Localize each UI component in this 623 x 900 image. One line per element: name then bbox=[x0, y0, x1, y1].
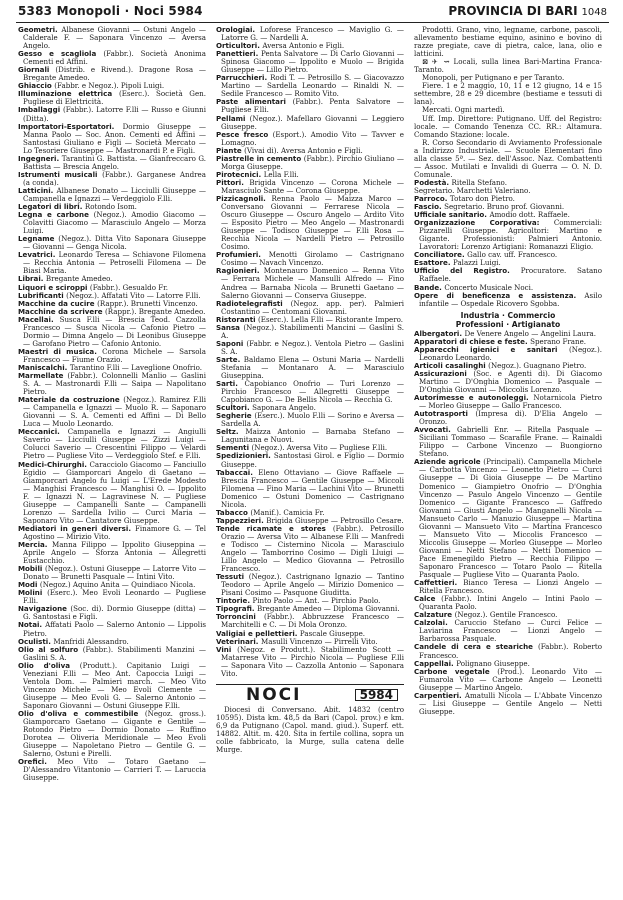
entry-names: Rodi T. — Petrosillo S. — Giacovazzo Martino — Sardella Leonardo — Rinaldi N. — Sedile Francesco — Romito Vito. bbox=[221, 73, 404, 99]
entry-names: Penta Salvatore — Di Carlo Giovanni — Spinosa Giacomo — Ippolito e Muolo — Brigida Giuseppe — Lillo Pietro. bbox=[221, 49, 404, 75]
directory-entry bbox=[18, 155, 206, 171]
entry-names: (Negoz.). Affatati Vito — Latorre F.lli. bbox=[66, 290, 201, 300]
entry-category: Articoli casalinghi bbox=[414, 360, 489, 370]
section-heading-line: Professioni · Artigianato bbox=[455, 319, 561, 329]
entry-names: Albanese Donato — Licciulli Giuseppe — Campanella e Ignazzi — Verdeggiolo F.lli. bbox=[23, 185, 206, 203]
entry-category: Tessuti bbox=[216, 572, 249, 582]
directory-entry bbox=[18, 565, 206, 581]
noci-offices: Uff. Imp. Direttore: Putignano. Uff. del Registro: locale. — Comando Tenenza CC. RR.: Altamura. Comando Stazione: locale. bbox=[414, 113, 602, 139]
directory-entry bbox=[216, 26, 404, 42]
entry-names: Bregante Amedeo. bbox=[45, 274, 113, 284]
entry-names: Affatati Paolo — Salerno Antonio — Lippolis Pietro. bbox=[23, 620, 206, 638]
entry-names: Bregante Amedeo — Diploma Giovanni. bbox=[257, 604, 400, 614]
entry-names: (Fabbr. e Negoz.). Pipoli Luigi. bbox=[54, 81, 165, 91]
noci-name: NOCI bbox=[246, 684, 302, 705]
directory-entry bbox=[18, 428, 206, 460]
directory-entry bbox=[18, 646, 206, 662]
entry-names: (Fabbr.). Garganese Andrea (a conda). bbox=[23, 169, 206, 187]
entry-names: Tarantini G. Battista. — Gianfreccaro G. Battista — Brescia Angelo. bbox=[23, 153, 206, 171]
entry-category: Aziende agricole bbox=[414, 457, 484, 467]
entry-category: Legna e carbone bbox=[18, 210, 94, 220]
directory-entry bbox=[18, 662, 206, 710]
entry-names: (Fabbr.). Gesualdo Fr. bbox=[89, 282, 169, 292]
province-title: PROVINCIA DI BARI bbox=[448, 4, 578, 18]
entry-names: (Manif.). Camicia Fr. bbox=[250, 507, 325, 517]
page-header-right bbox=[448, 4, 607, 18]
entry-category: Piastrelle in cemento bbox=[216, 153, 304, 163]
entry-category: Podestà. bbox=[414, 177, 452, 187]
directory-entry bbox=[216, 98, 404, 114]
directory-entry bbox=[414, 595, 602, 611]
entry-names: Asilo infantile — Ospedale Ricovero Sgobba. bbox=[419, 290, 602, 308]
column-2-entries bbox=[216, 26, 404, 678]
directory-entry bbox=[216, 131, 404, 147]
entry-category: Medici-Chirurghi. bbox=[18, 459, 90, 469]
entry-category: Orologiai. bbox=[216, 26, 260, 34]
entry-names: Masulli Vincenzo — Pirrelli Vito. bbox=[260, 636, 378, 646]
entry-names: Albanese Giovanni — Ostuni Angelo — Calderale F. — Saponara Vincenzo — Aversa Angelo. bbox=[23, 26, 206, 51]
noci-station: ⊠ ✈ ⇝ Locali, sulla linea Bari-Martina Franca-Taranto. bbox=[414, 57, 602, 75]
noci-products: Prodotti. Grano, vino, legname, carbone, pascoli, allevamento bestiame equino, asinino e bovino di razze pregiate, cave di pietra, calce, lana, olio e latticini. bbox=[414, 26, 602, 59]
directory-entry bbox=[18, 461, 206, 525]
entry-category: Spedizionieri. bbox=[216, 451, 274, 461]
directory-entry bbox=[18, 605, 206, 621]
entry-names: (Fabbr.). Latorre F.lli — Russo e Giunni (Ditta). bbox=[23, 105, 206, 123]
entry-names: Bianco Teresa — Lionzi Angelo — Ritella Francesco. bbox=[419, 578, 602, 596]
directory-entry bbox=[18, 758, 206, 782]
directory-entry bbox=[18, 211, 206, 235]
entry-names: Campanella e Ignazzi — Angiulli Saverio — Licciulli Giuseppe — Zizzi Luigi — Colucci Saverio — Crescentini Filippo — Velardi Pietro — Pugliese Vito — Verdeggiolo Stef. e F.lli. bbox=[23, 427, 206, 461]
entry-category: Panettieri. bbox=[216, 49, 261, 59]
entry-category: Marmellate bbox=[18, 371, 68, 381]
entry-names: Meo Vito — Totaro Gaetano — D'Alessandro Vitantonio — Carrieri T. — Laruccia Giuseppe. bbox=[23, 757, 206, 783]
entry-category: Ghiaccio bbox=[18, 81, 55, 91]
entry-names: Manna Filippo — Ippolito Giuseppina — Aprile Angelo — Sforza Antonia — Allegretti Eustacchio. bbox=[23, 540, 206, 566]
directory-entry bbox=[414, 267, 602, 283]
entry-names: (Negoz. app. per). Palmieri Costantino — Centomani Giovanni. bbox=[221, 298, 404, 316]
entry-category: Legatori di libri. bbox=[18, 202, 85, 212]
directory-entry bbox=[216, 412, 404, 428]
entry-names: Manfridi Alessandro. bbox=[53, 636, 129, 646]
directory-entry bbox=[414, 370, 602, 394]
entry-category: Librai. bbox=[18, 274, 46, 284]
entry-category: Apparecchi igienici e sanitari bbox=[414, 344, 569, 354]
entry-names: Segretario. Marchetti Valeriano. bbox=[414, 185, 531, 195]
entry-category: Sementi bbox=[216, 443, 252, 453]
entry-names: (Soc. di). Dormio Giuseppe (ditta) — G. Santostasi e Figli. bbox=[23, 604, 206, 622]
entry-category: Torroncini bbox=[216, 612, 264, 622]
entry-names: (Soc. e Agenti di). Di Giacomo Martino — D'Onghia Domenico — Pasquale — D'Onghia Giovanni — Miccolis Lorenzo. bbox=[419, 368, 602, 394]
entry-category: Modi bbox=[18, 580, 40, 590]
entry-names: (Rappr.). Brunetti Vincenzo. bbox=[97, 298, 198, 308]
entry-category: Segherie bbox=[216, 411, 255, 421]
entry-names: Tarantino F.lli — Laveglione Onofrio. bbox=[69, 362, 202, 372]
column-3-officials bbox=[414, 179, 602, 308]
entry-names: Procuratore. Satano Raffaele. bbox=[419, 266, 602, 284]
directory-entry bbox=[18, 90, 206, 106]
directory-entry bbox=[216, 452, 404, 468]
column-2 bbox=[216, 26, 404, 892]
column-3-entries bbox=[414, 330, 602, 716]
directory-entry bbox=[18, 187, 206, 203]
entry-names: Gabrielli Enr. — Ritella Pasquale — Siciliani Tommaso — Scarafile Frane. — Rainaldi Filippo — Carbone Vincenzo — Buongiorno Stefano. bbox=[419, 425, 602, 459]
entry-category: Gesso e scagliola bbox=[18, 49, 104, 59]
entry-category: Tintorie. bbox=[216, 596, 253, 606]
entry-names: Amodio dott. Raffaele. bbox=[489, 210, 570, 220]
entry-category: Orticultori. bbox=[216, 41, 263, 51]
entry-category: Istrumenti musicali bbox=[18, 169, 103, 179]
directory-entry bbox=[414, 619, 602, 643]
header-rule bbox=[16, 22, 609, 23]
entry-category: Mercia. bbox=[18, 540, 53, 549]
entry-category: Levatrici. bbox=[18, 250, 59, 260]
entry-category: Ufficiale sanitario. bbox=[414, 210, 490, 220]
entry-category: Macellai. bbox=[18, 314, 60, 324]
entry-names: (Negoz.). Ramirez F.lli — Campanella e Ignazzi — Muolo R. — Saponaro Giovanni — S. A. Cementi ed Affini — Di Bello Luca — Muolo Leonardo. bbox=[23, 395, 206, 429]
entry-category: Sansa bbox=[216, 322, 244, 332]
entry-category: Oculisti. bbox=[18, 636, 54, 646]
entry-category: Ufficio del Registro. bbox=[414, 266, 521, 276]
entry-category: Ristoranti bbox=[216, 314, 259, 324]
column-1 bbox=[18, 26, 206, 892]
directory-entry bbox=[18, 26, 206, 50]
entry-names: (Fabbr.). Stabilimenti Manzini — Gaslini S. A. bbox=[23, 644, 206, 662]
entry-category: Pizzicagnoli. bbox=[216, 193, 272, 203]
entry-names: (Fabbr. e Negoz.). Ventola Pietro — Gaslini S. A. bbox=[221, 338, 404, 356]
entry-names: (Vivai di). Aversa Antonio e Figli. bbox=[244, 145, 363, 155]
entry-category: Conciliatore. bbox=[414, 250, 468, 260]
entry-category: Maniscalchi. bbox=[18, 362, 70, 372]
entry-names: (Negoz.). Leonardo Leonardo. bbox=[419, 344, 602, 362]
entry-category: Olio d'oliva bbox=[18, 660, 80, 670]
directory-entry bbox=[414, 346, 602, 362]
noci-section-header bbox=[216, 684, 404, 705]
entry-category: Lubrificanti bbox=[18, 290, 67, 300]
column-3 bbox=[414, 26, 602, 892]
entry-category: Organizzazione Corporativa: bbox=[414, 218, 554, 228]
entry-category: Tende ricamate e stores bbox=[216, 523, 333, 533]
entry-category: Illuminazione elettrica bbox=[18, 89, 119, 99]
directory-entry bbox=[18, 396, 206, 428]
entry-category: Bande. bbox=[414, 282, 445, 292]
entry-names: (Fabbr.). Colonnelli Manlio — Gaslini S. A. — Mastronardi F.lli — Saipa — Napolitano Pietro. bbox=[23, 371, 206, 397]
entry-names: Concerto Musicale Noci. bbox=[444, 282, 534, 292]
entry-category: Carpentieri. bbox=[414, 690, 465, 700]
entry-names: (Principali). Campanella Michele — Carbotta Vincenzo — Leonetto Pietro — Curci Giuseppe — Di Gioia Giuseppe — De Martino Domenico — Giampietro Onofrio — D'Onghia Vincenzo — Pasulo Angelo Vincenzo — Gentile Domenico — Gigante Francesco — Gaffredo Giovanni — Giusti Angelo — Manganelli Nicola — Mansueto Carlo — Manuzio Giuseppe — Martina Giovanni — Mansueto Vito — Martina Francesco — Mansueto Vito — Miccolis Francesco — Miccolis Giuseppe — Morleo Giuseppe — Morleo Giovanni — Netti Stefano — Netti Domenico — Pace Emenegildo Pietro — Recchia Filippo — Saponaro Francesco — Totaro Paolo — Ritella Pasquale — Pugliese Vito — Quaranta Paolo. bbox=[419, 457, 602, 580]
entry-category: Importatori-Esportatori. bbox=[18, 121, 123, 131]
directory-entry bbox=[216, 115, 404, 131]
entry-names: Brigida Vincenzo — Corona Michele — Marasciulo Sante — Corona Giuseppe. bbox=[221, 177, 404, 195]
entry-names: Totaro don Pietro. bbox=[449, 193, 515, 203]
entry-category: Seltz. bbox=[216, 427, 246, 437]
entry-names: (Negoz.). Guagnano Pietro. bbox=[488, 360, 587, 370]
entry-names: (Negoz. gross.). Giamporcaro Gaetano — Gigante e Gentile — Rotondo Pietro — Dormio Donato — Ruffino Dorotea — Oliveria Meridionale — Meo Evoli Giuseppe — Napoletano Pietro — Gentile G. — Salerno, Ostuni e Pirelli. bbox=[23, 708, 206, 759]
entry-names: (Eserc.). Muolo F.lli — Sorino e Aversa — Sardella A. bbox=[221, 411, 404, 429]
entry-names: Lella F.lli. bbox=[263, 169, 299, 179]
entry-names: Eleno Ottaviano — Giove Raffaele — Brescia Francesco — Gentile Giuseppe — Miccoli Filomena — Fino Maria — Lachini Vito — Brunetti Domenico — Ostuni Domenico — Castrignano Nicola. bbox=[221, 467, 404, 509]
entry-category: Pittori. bbox=[216, 177, 250, 187]
entry-category: Cappellai. bbox=[414, 658, 457, 668]
entry-names: Maizza Antonio — Barnaba Stefano — Lagunitana e Nuovi. bbox=[221, 427, 404, 445]
noci-fairs: Fiere. 1 e 2 maggio, 10, 11 e 12 giugno, 14 e 15 settembre, 28 e 29 dicembre (bestiame e tessuti di lana). bbox=[414, 81, 602, 107]
entry-category: Saponi bbox=[216, 338, 247, 348]
entry-category: Ragionieri. bbox=[216, 266, 264, 276]
entry-category: Candele di cera e steariche bbox=[414, 642, 538, 652]
directory-entry bbox=[216, 155, 404, 171]
entry-category: Sarte. bbox=[216, 354, 244, 364]
entry-category: Latticini. bbox=[18, 185, 57, 195]
entry-names: (Rappr.). Bregante Amedeo. bbox=[104, 306, 206, 316]
entry-category: Navigazione bbox=[18, 604, 71, 614]
entry-names: Renna Paolo — Maizza Marco — Conversano Giovanni — Ferrarese Nicola — Oscuro Giuseppe — Oscuro Angelo — Ardito Vito — Esposito Pietro — Meo Angelo — Mastronardi Giuseppe — Todisco Giuseppe — F.lli Rosa — Recchia Nicola — Nardelli Pietro — Petrosillo Cosimo. bbox=[221, 193, 404, 252]
noci-bus: Monopoli, per Putignano e per Taranto. bbox=[422, 73, 565, 83]
entry-category: Mobili bbox=[18, 564, 46, 574]
entry-names: Segretario. Bruno prof. Giovanni. bbox=[444, 202, 565, 212]
entry-names: (Negoz.). Ostuni Giuseppe — Latorre Vito — Donato — Brunetti Pasquale — Intini Vito. bbox=[23, 564, 206, 582]
directory-entry bbox=[18, 710, 206, 758]
entry-category: Piante bbox=[216, 145, 245, 155]
entry-names: (Produtt.). Capitanio Luigi — Veneziani F.lli — Meo Ant. Capoccia Luigi — Ventola Dom. — Palmieri march. — Meo Vito Vincenzo Michele — Meo Evoli Clemente — Giuseppe — Meo Evoli G. — Salerno Antonio — Saponaro Giovanni — Ostuni Giuseppe F.lli. bbox=[23, 660, 206, 710]
noci-market: Mercati. Ogni martedì. bbox=[422, 105, 505, 115]
directory-entry bbox=[216, 613, 404, 629]
entry-names: Notarnicola Pietro — Morleo Giuseppe — Gallo Francesco. bbox=[419, 393, 602, 411]
entry-names: Santostasi Girol. e Figlio — Dormio Giuseppe. bbox=[221, 451, 404, 469]
entry-names: (Eserc.). Lella F.lli — Ristorante Impero. bbox=[258, 314, 404, 324]
entry-category: Autorimesse e autonoleggi. bbox=[414, 393, 534, 403]
entry-category: Parrucchieri. bbox=[216, 73, 271, 83]
directory-entry bbox=[414, 426, 602, 458]
entry-names: Pascale Giuseppe. bbox=[299, 628, 366, 638]
entry-names: (Negoz.). Stabilimenti Mancini — Gaslini S. A. bbox=[221, 322, 404, 340]
noci-intro: Diocesi di Conversano. Abit. 14832 (centro 10595). Dista km. 48,5 da Bari (Capol. prov.) e km. 6,9 da Putignano (Capol. mand. giud.). Superf. ett. 14882. Altit. m. 420. Sita in fertile collina, sopra un colle fabbricato, la Murge, sulla catena delle Murge. bbox=[216, 704, 404, 755]
entry-category: Molini bbox=[18, 588, 48, 598]
entry-category: Liquori e sciroppi bbox=[18, 282, 90, 292]
entry-category: Opere di beneficenza e assistenza. bbox=[414, 290, 585, 300]
directory-entry bbox=[216, 525, 404, 573]
directory-entry bbox=[216, 179, 404, 195]
entry-names: Finamore G. — Tel Agostino — Mirizio Vito. bbox=[23, 523, 206, 541]
directory-entry bbox=[216, 195, 404, 251]
entry-category: Calce bbox=[414, 594, 442, 604]
entry-category: Valigiai e pellettieri. bbox=[216, 628, 300, 638]
entry-names: Sperano Frane. bbox=[530, 336, 587, 346]
directory-entry bbox=[216, 646, 404, 678]
entry-names: (Negoz.). Mafellaro Giovanni — Leggiero Giuseppe. bbox=[221, 113, 404, 131]
entry-names: Susca F.lli — Brescia Teod. Cazzolla Francesco — Susca Nicola — Cafonio Pietro — Dormio — Dimna Angelo — Di Leonibus Giuseppe — Garofano Pietro — Cafonio Antonio. bbox=[23, 314, 206, 348]
directory-entry bbox=[414, 692, 602, 716]
directory-entry bbox=[414, 668, 602, 692]
directory-entry bbox=[216, 340, 404, 356]
entry-names: Ritella Stefano. bbox=[451, 177, 507, 187]
directory-entry bbox=[18, 50, 206, 66]
directory-entry bbox=[18, 621, 206, 637]
entry-category: Macchine da cucire bbox=[18, 298, 98, 308]
directory-entry bbox=[18, 171, 206, 187]
entry-names: (Negoz.). Aversa Vito — Pugliese F.lli. bbox=[251, 443, 388, 453]
directory-entry bbox=[18, 348, 206, 364]
entry-category: Calzolai. bbox=[414, 618, 455, 628]
directory-entry bbox=[414, 579, 602, 595]
entry-category: Orefici. bbox=[18, 757, 58, 767]
entry-category: Tappezzieri. bbox=[216, 515, 267, 525]
section-heading-line: Industria · Commercio bbox=[460, 310, 556, 320]
entry-names: Dormio Giuseppe — Manna Paolo — Soc. Anon. Cementi ed Affini — Santostasi Giuliano e Figli — Società Mercato — Lo Tesoriere Giuseppe — Mastronardi P. e Figli. bbox=[23, 121, 206, 155]
entry-names: (Impresa di). D'Elia Angelo — Oronzo. bbox=[419, 409, 602, 427]
entry-category: Parroco. bbox=[414, 193, 450, 203]
entry-names: (Prod.). Leonardo Vito — Fumarola Vito — Carbone Angelo — Leonetti Giuseppe — Martino Angelo. bbox=[419, 666, 602, 692]
directory-entry bbox=[18, 372, 206, 396]
directory-entry bbox=[18, 66, 206, 82]
directory-entry bbox=[414, 219, 602, 251]
entry-category: Mediatori in generi diversi. bbox=[18, 523, 135, 533]
entry-names: (Negoz.). Ditta Vito Saponara Giuseppe — Giovanni — Genga Nicola. bbox=[23, 234, 206, 252]
entry-names: (Negoz.). Amodio Giacomo — Colavitti Giacomo — Marasciulo Angelo — Morza Luigi. bbox=[23, 210, 206, 236]
entry-names: Caracciolo Giacomo — Fanciullo Egidio — Giamporcari Angelo di Gaetano — Giamporcari Angelo fu Luigi — L'Erede Modesto — Manghisi Francesco — Manghisi O. — Ippolito F. — Ignazzi N. — Lagravinese N. — Pugliese Giuseppe — Campanelli Sante — Campanelli Lorenzo — Sardella Ivilio — Curci Maria — Saponaro Vito — Cantatore Giuseppe. bbox=[23, 459, 206, 525]
entry-category: Fascio. bbox=[414, 202, 445, 212]
entry-names: Aversa Antonio e Figli. bbox=[262, 41, 345, 51]
page-number: 1048 bbox=[581, 7, 607, 18]
directory-entry bbox=[414, 292, 602, 308]
entry-category: Paste alimentari bbox=[216, 97, 293, 107]
entry-category: Apparatori di chiese e feste. bbox=[414, 336, 531, 346]
directory-entry bbox=[18, 316, 206, 348]
directory-entry bbox=[216, 428, 404, 444]
entry-category: Legname bbox=[18, 234, 59, 244]
entry-category: Profumieri. bbox=[216, 250, 269, 260]
entry-category: Assicurazioni bbox=[414, 368, 474, 378]
entry-names: Capobianco Onofrio — Turi Lorenzo — Pirchio Francesco — Allegretti Giuseppe — Capobianco G. — De Bellis Nicola — Recchia G. bbox=[221, 379, 404, 405]
entry-category: Meccanici. bbox=[18, 427, 68, 437]
entry-category: Carbone vegetale bbox=[414, 666, 498, 676]
directory-entry bbox=[216, 267, 404, 299]
directory-entry bbox=[18, 525, 206, 541]
directory-entry bbox=[216, 251, 404, 267]
entry-names: Caruccio Stefano — Curci Felice — Laviarina Francesco — Lionzi Angelo — Barbarossa Pasquale. bbox=[419, 618, 602, 644]
entry-category: Materiale da costruzione bbox=[18, 395, 124, 405]
directory-entry bbox=[216, 469, 404, 509]
directory-entry bbox=[216, 356, 404, 380]
directory-entry bbox=[216, 74, 404, 98]
entry-category: Pirotecnici. bbox=[216, 169, 264, 179]
entry-category: Notai. bbox=[18, 620, 46, 630]
directory-entry bbox=[18, 589, 206, 605]
entry-category: Scultori. bbox=[216, 403, 253, 413]
entry-names: (Esport.). Amodio Vito — Tavver e Lomagno. bbox=[221, 129, 404, 147]
entry-category: Maestri di musica. bbox=[18, 346, 103, 356]
entry-names: (Eserc.). Meo Evoli Leonardo — Pugliese F.lli. bbox=[23, 588, 206, 606]
entry-category: Radiotelegrafisti bbox=[216, 298, 291, 308]
directory-entry bbox=[414, 394, 602, 410]
entry-category: Olio d'oliva e commestibile bbox=[18, 708, 145, 718]
entry-names: Loforese Francesco — Maviglio G. — Latorre G. — Nardelli A. bbox=[221, 26, 404, 43]
entry-category: Caffettieri. bbox=[414, 578, 464, 588]
entry-names: (Distrib. e Rivend.). Dragone Rosa — Bregante Amedeo. bbox=[23, 65, 206, 83]
entry-names: Pinto Paolo — Ant. — Pirchio Paolo. bbox=[252, 596, 381, 606]
entry-names: Amatulli Nicola — L'Abbate Vincenzo — Lisi Giuseppe — Gentile Angelo — Netti Giuseppe. bbox=[419, 690, 602, 716]
directory-entry bbox=[18, 251, 206, 275]
noci-schools: R. Corso Secondario di Avviamento Professionale a Indirizzo Industriale. — Scuole Elementari fino alla classe 5ª. — Sez. dell'Assoc. Naz. Combattenti — Assoc. Mutilati e Invalidi di Guerra — O. N. D. Comunale. bbox=[414, 137, 602, 179]
entry-names: (Negoz.). Gentile Francesco. bbox=[454, 610, 558, 620]
entry-names: Baldamo Elena — Ostuni Maria — Nardelli Stefania — Montanaro A. — Marasciulo Giuseppina. bbox=[221, 354, 404, 381]
entry-names: (Fabbr.). Penta Salvatore — Pugliese F.lli. bbox=[221, 97, 404, 115]
entry-names: (Fabbr.). Intini Angelo — Intini Paolo — Quaranta Paolo. bbox=[419, 594, 602, 612]
directory-entry bbox=[18, 235, 206, 251]
entry-names: (Fabbr.). Abbruzzese Francesco — Marchitelli e C. — Di Mola Oronzo. bbox=[221, 612, 404, 630]
entry-names: Menotti Girolamo — Castrignano Cosimo — Navach Vincenzo. bbox=[221, 250, 404, 268]
entry-names: Polignano Giuseppe. bbox=[456, 658, 530, 668]
entry-names: Leonardo Teresa — Schiavone Filomena — Recchia Antonia — Petroselli Filomena — De Biasi Maria. bbox=[23, 250, 206, 276]
entry-category: Olio al solfuro bbox=[18, 644, 83, 654]
entry-category: Imballaggi bbox=[18, 105, 64, 115]
entry-names: De Venere Angelo — Angelini Laura. bbox=[464, 328, 596, 338]
directory-entry bbox=[216, 324, 404, 340]
directory-entry bbox=[18, 106, 206, 122]
entry-category: Macchine da scrivere bbox=[18, 306, 105, 316]
entry-names: (Eserc.). Società Gen. Pugliese di Elettricità. bbox=[23, 89, 206, 107]
page-header-left: 5383 Monopoli · Noci 5984 bbox=[18, 4, 203, 18]
entry-category: Calzature bbox=[414, 610, 455, 620]
entry-category: Tabaccai. bbox=[216, 467, 259, 477]
entry-names: (Fabbr.). Società Anonima Cementi ed Affini. bbox=[23, 49, 206, 67]
entry-names: Palazzi Luigi. bbox=[453, 258, 501, 268]
entry-category: Sarti. bbox=[216, 379, 245, 389]
section-heading-industria bbox=[414, 311, 602, 329]
entry-category: Avvocati. bbox=[414, 425, 457, 435]
entry-category: Tabacco bbox=[216, 507, 251, 517]
noci-number: 5984 bbox=[355, 689, 398, 701]
entry-category: Tipografi. bbox=[216, 604, 258, 614]
entry-category: Giornali bbox=[18, 65, 56, 75]
entry-names: Commerciali: Pizzarelli Giuseppe. Agricoltori: Martino e Gigante. Professionisti: Palmieri Antonio. Lavoratori: Lorenzo Artigiani: Romanazzi Eligio. bbox=[419, 218, 602, 252]
entry-category: Esattore. bbox=[414, 258, 453, 268]
entry-names: Montenauro Domenico — Renna Vito — Ferrara Michele — Mansulli Alfredo — Fino Andrea — Barnaba Nicola — Brunetti Gaetano — Salerno Giovanni — Conserva Giuseppe. bbox=[221, 266, 404, 300]
entry-names: (Fabbr.). Roberto Francesco. bbox=[419, 642, 602, 660]
entry-category: Veterinari. bbox=[216, 636, 261, 646]
entry-names: Corona Michele — Sarsola Francesco — Fiume Orazio. bbox=[23, 346, 206, 364]
entry-names: (Negoz.). Castrignano Ignazio — Tantino Teodoro — Aprile Angelo — Mirizio Domenico — Pisani Cosimo — Pasquone Giuditta. bbox=[221, 572, 404, 598]
entry-category: Vini bbox=[216, 644, 238, 654]
entry-category: Autotrasporti bbox=[414, 409, 476, 419]
entry-category: Pellami bbox=[216, 113, 250, 123]
directory-entry bbox=[216, 573, 404, 597]
entry-names: Saponara Angelo. bbox=[252, 403, 316, 413]
directory-entry bbox=[216, 50, 404, 74]
entry-names: Gallo cav. uff. Francesco. bbox=[467, 250, 558, 260]
entry-category: Pesce fresco bbox=[216, 129, 273, 139]
entry-names: Brigida Giuseppe — Petrosillo Cesare. bbox=[266, 515, 404, 525]
entry-names: (Fabbr.). Pirchio Giuliano — Morga Giuseppe. bbox=[221, 153, 404, 171]
entry-category: Geometri. bbox=[18, 26, 62, 34]
entry-category: Albergatori. bbox=[414, 328, 465, 338]
directory-entry bbox=[414, 410, 602, 426]
entry-names: Rotondo Isom. bbox=[84, 202, 137, 212]
entry-names: (Fabbr.). Petrosillo Orazio — Aversa Vito — Albanese F.lli — Manfredi e Todisco — Cisternino Nicola — Marasciulo Angelo — Tamborrino Cosimo — Digli Lluigi — Lillo Angelo — Medico Giovanna — Petrosillo Francesco. bbox=[221, 523, 404, 574]
entry-category: Ingegneri. bbox=[18, 153, 62, 163]
directory-entry bbox=[18, 123, 206, 155]
directory-entry bbox=[414, 458, 602, 579]
directory-entry bbox=[18, 541, 206, 565]
entry-names: (Negoz. e Produtt.). Stabilimento Scott — Matarrese Vito — Pirchio Nicola — Pugliese F.lli — Saponara Vito — Cazzolla Antonio — Saponara Vito. bbox=[221, 644, 404, 678]
directory-entry bbox=[216, 380, 404, 404]
directory-entry bbox=[216, 300, 404, 316]
directory-entry bbox=[414, 643, 602, 659]
entry-names: (Negoz.) Aquino Anita — Quindiaco Nicola. bbox=[39, 580, 196, 590]
page-header bbox=[0, 0, 623, 26]
